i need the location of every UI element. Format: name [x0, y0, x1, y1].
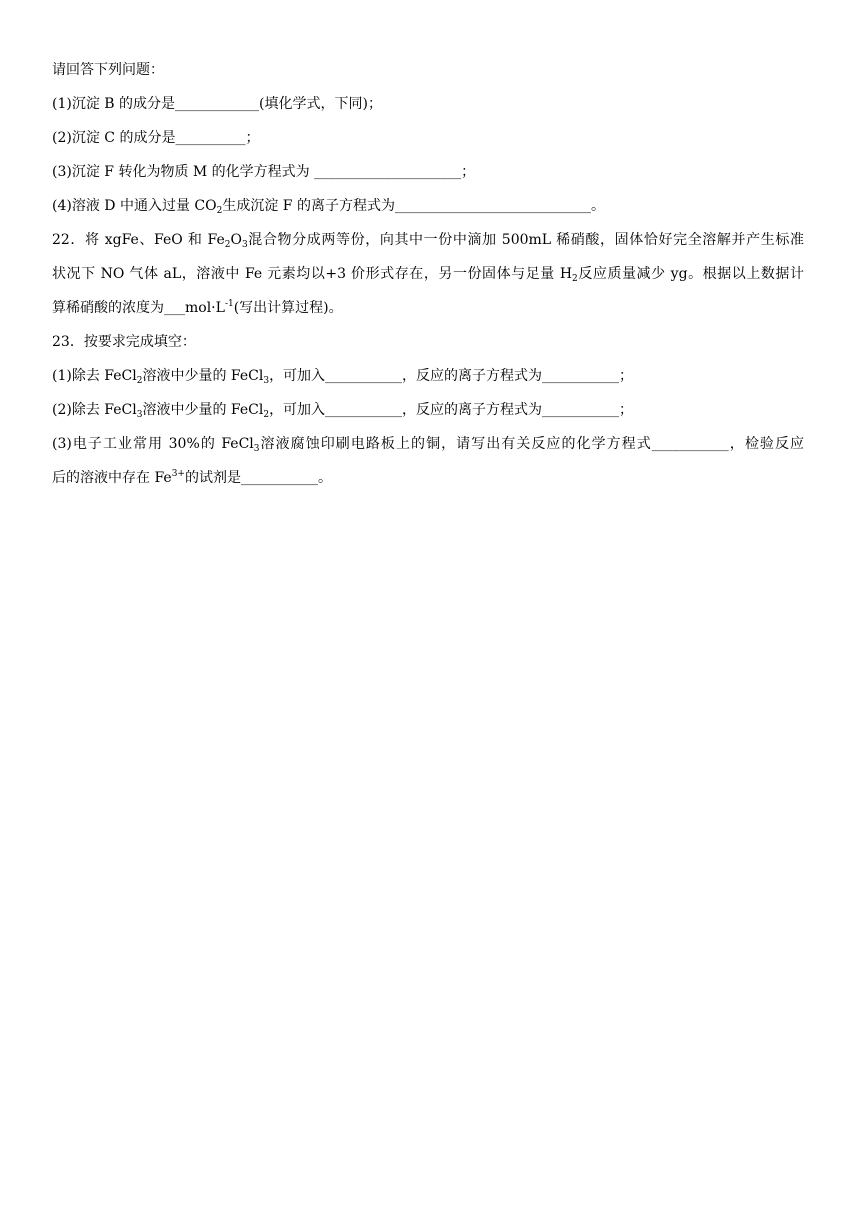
intro-text: 请回答下列问题： [52, 62, 164, 78]
q21-part2 [52, 128, 259, 148]
superscript: 3+ [171, 469, 185, 479]
q22-line3-text-b: (写出计算过程)。 [233, 300, 343, 316]
q23-part1-text-b: 溶液中少量的 FeCl [142, 368, 264, 384]
q22-line3 [52, 298, 343, 318]
q23-part1-text-a: (1)除去 FeCl [52, 368, 137, 384]
q22-line1-text-b: O [230, 232, 242, 248]
q22-line1 [52, 230, 804, 250]
q23-part3-line2-text-b: 的试剂是___________。 [184, 470, 332, 486]
q23-title-text: 23．按要求完成填空： [52, 334, 196, 350]
q23-part2-text-a: (2)除去 FeCl [52, 402, 137, 418]
q22-line2 [52, 264, 804, 284]
subscript: 3 [263, 376, 270, 386]
q22-line3-text-a: 算稀硝酸的浓度为___mol·L [52, 300, 225, 316]
q21-part4-text-b: 生成沉淀 F 的离子方程式为____________________________。 [222, 198, 605, 214]
q21-part4-text-a: (4)溶液 D 中通入过量 CO [52, 198, 217, 214]
q22-line2-text-b: 反应质量减少 yg。根据以上数据计 [577, 266, 804, 282]
q23-part1-text-c: ，可加入___________，反应的离子方程式为___________； [269, 368, 634, 384]
superscript: -1 [224, 299, 234, 309]
q21-part1 [52, 94, 382, 114]
q21-part3-text: (3)沉淀 F 转化为物质 M 的化学方程式为 _____________________； [52, 164, 476, 180]
q23-part3-line2 [52, 468, 332, 488]
subscript: 3 [136, 410, 143, 420]
subscript: 2 [136, 376, 143, 386]
q23-part3-line2-text-a: 后的溶液中存在 Fe [52, 470, 172, 486]
subscript: 2 [224, 240, 231, 250]
q23-part3-line1 [52, 434, 804, 454]
q21-part3 [52, 162, 475, 182]
subscript: 3 [253, 444, 260, 454]
q23-title [52, 332, 196, 352]
subscript: 2 [572, 274, 578, 284]
q23-part2-text-c: ，可加入___________，反应的离子方程式为___________； [269, 402, 634, 418]
intro-line [52, 60, 164, 80]
q21-part1-text: (1)沉淀 B 的成分是____________(填化学式，下同)； [52, 96, 382, 112]
subscript: 3 [241, 240, 248, 250]
q23-part3-line1-text-a: (3)电子工业常用 30%的 FeCl [52, 436, 254, 452]
subscript: 2 [263, 410, 270, 420]
q21-part4 [52, 196, 605, 216]
q23-part3-line1-text-b: 溶液腐蚀印刷电路板上的铜，请写出有关反应的化学方程式___________，检验反应 [259, 436, 804, 452]
q22-line1-text-a: 22．将 xgFe、FeO 和 Fe [52, 232, 225, 248]
q21-part2-text: (2)沉淀 C 的成分是__________； [52, 130, 260, 146]
q23-part1 [52, 366, 633, 386]
q22-line1-text-c: 混合物分成两等份，向其中一份中滴加 500mL 稀硝酸，固体恰好完全溶解并产生标准 [247, 232, 804, 248]
q23-part2-text-b: 溶液中少量的 FeCl [142, 402, 264, 418]
subscript: 2 [216, 206, 223, 216]
q22-line2-text-a: 状况下 NO 气体 aL，溶液中 Fe 元素均以+3 价形式存在，另一份固体与足量 H [52, 266, 573, 282]
q23-part2 [52, 400, 633, 420]
